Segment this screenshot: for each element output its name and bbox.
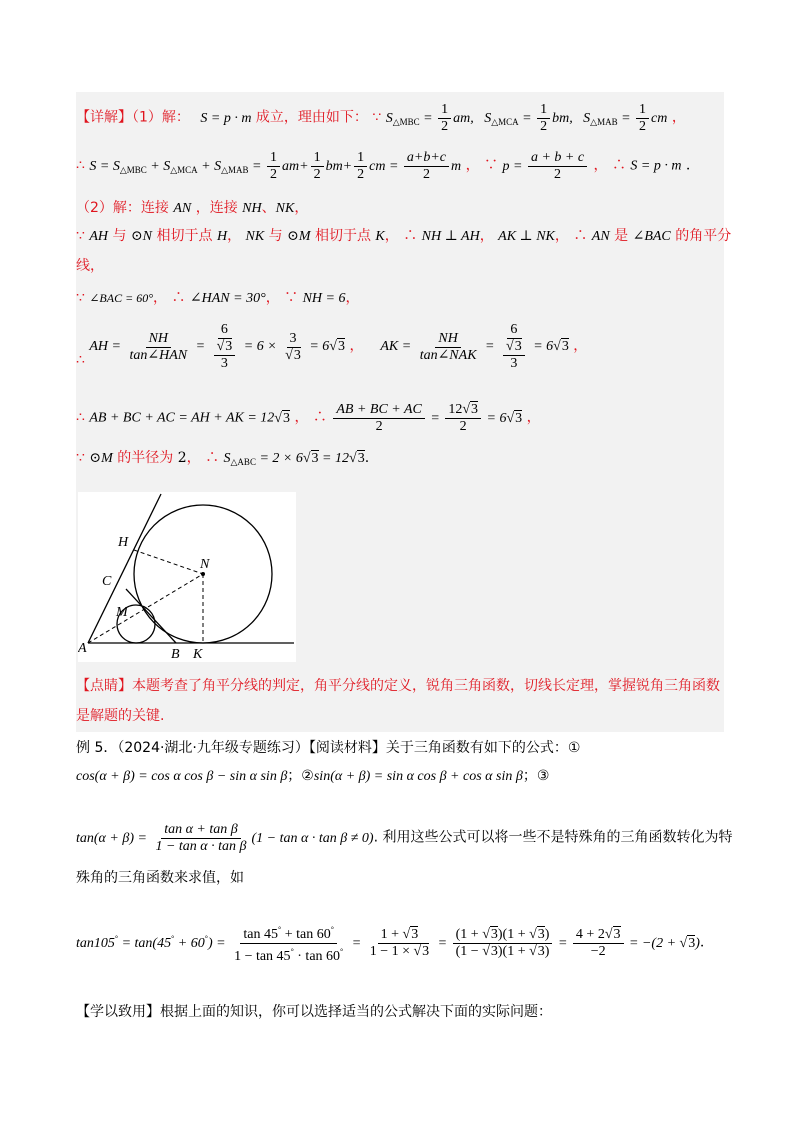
label-n: N [200, 557, 210, 572]
solution-line-5: 线， [76, 258, 104, 274]
label-a: A [78, 641, 87, 656]
geometry-figure [78, 492, 296, 662]
example-line-1: 例 5．（2024·湖北·九年级专题练习）【阅读材料】关于三角函数有如下的公式：① [76, 740, 581, 756]
label-h: H [118, 535, 129, 550]
solution-line-2: ∴ $S = S_{\triangle MBC} + S_{\triangle MCA} + S_{\triangle MAB}$ = $\frac{1}{2}$ am+ $\frac{1}{2}$ bm+ $\frac{1}{2}$ cm = $\frac{a+b+c}{2}$ m ， ∵ p = $\frac{a + b + c}{2}$ ， ∴ S = p · m . [76, 150, 691, 182]
solution-line-8: ∴ AB + BC + AC = AH + AK = 12√ 3 ， ∴ $\frac{AB + BC + AC}{2}$ = $\frac{12√ 3}{2}$ = 6√ 3 ， [76, 402, 541, 435]
geometry-diagram [78, 492, 296, 662]
label-k: K [193, 647, 203, 662]
solution-line-1: 【详解】（1）解： S = p · m 成立，理由如下： ∵ $S_{\triangle MBC}$ = $\frac{1}{2}$ am, $S_{\triangle MCA}$ = $\frac{1}{2}$ bm, $S_{\triangle MAB}$ = $\frac{1}{2}$ cm ， [76, 102, 686, 134]
example-line-4: 殊角的三角函数来求值，如 [76, 870, 244, 886]
solution-line-6: ∵ ∠BAC = 60°， ∴ ∠HAN = 30°， ∵ NH = 6， [76, 290, 360, 306]
solution-line-4: ∵ AH 与 ⊙N 相切于点 H， NK 与 ⊙M 相切于点 K， ∴ NH ⊥ AH， AK ⊥ NK， ∴ AN 是 ∠BAC 的角平分 [76, 228, 732, 244]
label-m: M [116, 605, 128, 620]
label-b: B [171, 647, 180, 662]
solution-line-9: ∵ ⊙M 的半径为 2， ∴ $S_{\triangle ABC} = 2 \times 6√$ 3 = 12√ 3. [76, 448, 369, 472]
comment-line-2: 是解题的关键. [76, 708, 165, 724]
example-line-6: 【学以致用】根据上面的知识，你可以选择适当的公式解决下面的实际问题： [76, 1004, 552, 1020]
label-c: C [102, 574, 112, 589]
detail-label: 【详解】（1）解： [76, 109, 190, 126]
example-line-3: tan(α + β) = $\frac{\text{tan α + tan β}}{\text{1 − tan α · tan β}}$ (1 − tan α · tan β ≠ 0). 利用这些公式可以将一些不是特殊角的三角函数转化为特 [76, 822, 733, 854]
radius-value: 2 [177, 450, 187, 466]
solution-line-3: （2）解：连接 AN ，连接 NH、NK， [76, 200, 309, 216]
point-n [201, 572, 205, 576]
example-line-5: tan105° = tan(45° + 60°) = $\frac{\tan 45^\circ + \tan 60^\circ}{1 - \tan 45^\circ \cdot \tan 60^\circ}$ = $\frac{1 + √ 3}{1 - 1 \times √ 3}$ = $\frac{(1 + √ 3)(1 + √ 3)}{(1 - √ 3)(1 + √ 3)}$ = $\frac{4 + 2√ 3}{-2}$ = −(2 + √ 3). [76, 922, 704, 965]
comment-line-1: 【点睛】本题考查了角平分线的判定，角平分线的定义，锐角三角函数，切线长定理，掌握锐角三角函数 [76, 678, 720, 694]
example-line-2: cos(α + β) = cos α cos β − sin α sin β；②sin(α + β) = sin α cos β + cos α sin β；③ [76, 768, 550, 784]
segment-hn [134, 550, 203, 574]
solution-line-7: ∴ AH = $\frac{NH}{\text{tan∠HAN}}$ = 6 √ $\frac{3}{3}$ = 6 × 3 √ 3 = 6√ 3 ， AK = $\frac{NH}{\text{tan∠NAK}}$ = 6 √ $\frac{3}{3}$ = 6√ 3 ， [76, 322, 587, 372]
comment-label: 【点睛】 [76, 678, 132, 694]
